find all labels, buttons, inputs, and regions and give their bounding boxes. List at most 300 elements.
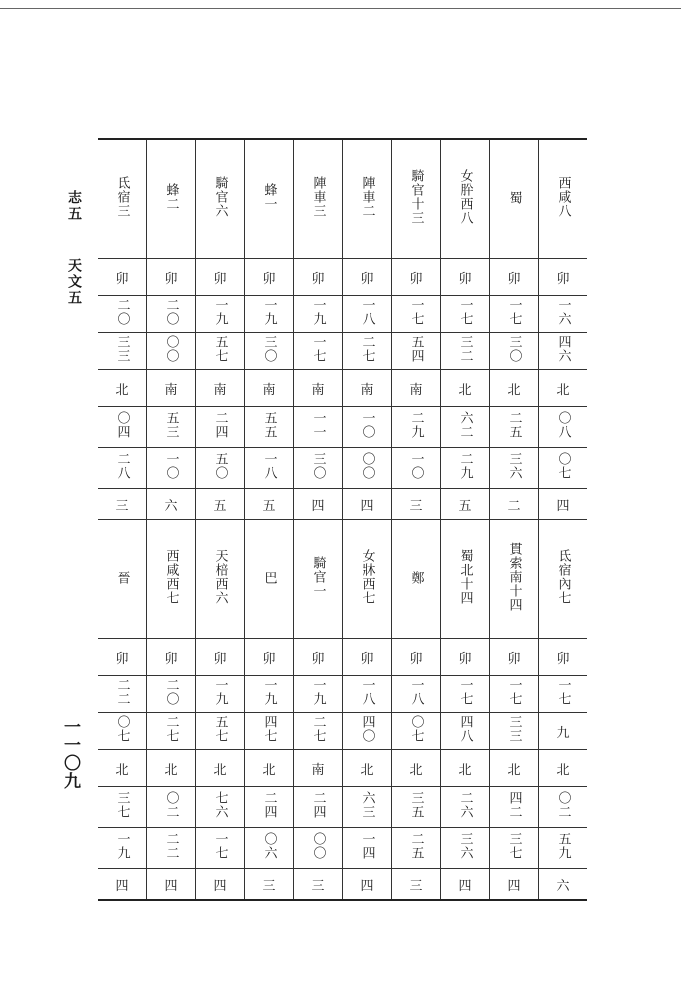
table-cell bbox=[294, 520, 343, 639]
cell-text: 〇〇 bbox=[163, 335, 179, 363]
table-cell bbox=[343, 139, 392, 259]
table-cell bbox=[441, 713, 490, 750]
cell-text: 北 bbox=[164, 762, 178, 778]
table-cell bbox=[98, 713, 147, 750]
table-cell bbox=[245, 520, 294, 639]
cell-text: 五七 bbox=[212, 715, 228, 743]
table-cell bbox=[294, 787, 343, 828]
table-cell bbox=[392, 639, 441, 676]
table-cell bbox=[294, 750, 343, 787]
table-cell bbox=[245, 787, 294, 828]
table-cell bbox=[441, 676, 490, 713]
table-row bbox=[98, 750, 587, 787]
cell-text: 四 bbox=[164, 878, 178, 894]
table-cell bbox=[294, 296, 343, 333]
cell-text: 一一 bbox=[310, 411, 326, 439]
cell-text: 天棓西六 bbox=[212, 549, 228, 605]
table-row bbox=[98, 259, 587, 296]
table-cell bbox=[196, 676, 245, 713]
table-cell bbox=[245, 869, 294, 901]
table-cell bbox=[441, 489, 490, 520]
table-cell bbox=[196, 828, 245, 869]
star-observation-table bbox=[98, 138, 587, 901]
table-cell bbox=[196, 869, 245, 901]
table-cell bbox=[490, 259, 539, 296]
cell-text: 晉 bbox=[114, 570, 130, 585]
cell-text: 卯 bbox=[311, 271, 325, 287]
table-cell bbox=[343, 448, 392, 489]
cell-text: 二〇 bbox=[163, 298, 179, 326]
cell-text: 六三 bbox=[359, 791, 375, 819]
table-cell bbox=[147, 407, 196, 448]
cell-text: 二 bbox=[507, 498, 521, 514]
table-cell bbox=[343, 713, 392, 750]
table-cell bbox=[343, 333, 392, 370]
cell-text: 三 bbox=[115, 498, 129, 514]
cell-text: 二〇 bbox=[114, 298, 130, 326]
cell-text: 蜀 bbox=[506, 190, 522, 205]
table-cell bbox=[98, 489, 147, 520]
table-cell bbox=[245, 489, 294, 520]
cell-text: 〇二 bbox=[555, 791, 571, 819]
margin-subtitle: 天文五 bbox=[66, 258, 82, 306]
table-cell bbox=[98, 259, 147, 296]
cell-text: 三 bbox=[311, 878, 325, 894]
cell-text: 卯 bbox=[164, 651, 178, 667]
cell-text: 四 bbox=[507, 878, 521, 894]
table-cell bbox=[392, 713, 441, 750]
cell-text: 一〇 bbox=[359, 411, 375, 439]
table-cell bbox=[539, 448, 588, 489]
table-cell bbox=[196, 333, 245, 370]
cell-text: 四二 bbox=[506, 791, 522, 819]
cell-text: 蜂二 bbox=[163, 183, 179, 211]
table-cell bbox=[343, 259, 392, 296]
table-cell bbox=[490, 370, 539, 407]
cell-text: 騎官一 bbox=[310, 556, 326, 598]
cell-text: 南 bbox=[213, 382, 227, 398]
table-cell bbox=[490, 713, 539, 750]
cell-text: 北 bbox=[213, 762, 227, 778]
table-cell bbox=[196, 520, 245, 639]
table-cell bbox=[539, 489, 588, 520]
cell-text: 卯 bbox=[409, 271, 423, 287]
cell-text: 六二 bbox=[457, 411, 473, 439]
cell-text: 陣車三 bbox=[310, 176, 326, 218]
cell-text: 卯 bbox=[164, 271, 178, 287]
cell-text: 九 bbox=[556, 725, 570, 741]
table-cell bbox=[441, 639, 490, 676]
table-cell bbox=[98, 676, 147, 713]
table-cell bbox=[196, 787, 245, 828]
cell-text: 騎官六 bbox=[212, 176, 228, 218]
cell-text: 一七 bbox=[408, 298, 424, 326]
table-cell bbox=[147, 639, 196, 676]
table-row bbox=[98, 713, 587, 750]
table-cell bbox=[147, 333, 196, 370]
cell-text: 一九 bbox=[212, 678, 228, 706]
cell-text: 卯 bbox=[360, 651, 374, 667]
cell-text: 一〇 bbox=[163, 452, 179, 480]
table-cell bbox=[147, 370, 196, 407]
table-cell bbox=[245, 259, 294, 296]
table-cell bbox=[343, 787, 392, 828]
table-cell bbox=[343, 370, 392, 407]
table-cell bbox=[98, 370, 147, 407]
table-cell bbox=[196, 296, 245, 333]
table-cell bbox=[147, 520, 196, 639]
cell-text: 二九 bbox=[457, 452, 473, 480]
table-cell bbox=[98, 520, 147, 639]
table-cell bbox=[147, 448, 196, 489]
table-cell bbox=[490, 750, 539, 787]
cell-text: 一七 bbox=[555, 678, 571, 706]
table-cell bbox=[490, 828, 539, 869]
cell-text: 六 bbox=[556, 878, 570, 894]
table-cell bbox=[147, 676, 196, 713]
cell-text: 三三 bbox=[114, 335, 130, 363]
cell-text: 一八 bbox=[408, 678, 424, 706]
cell-text: 卯 bbox=[360, 271, 374, 287]
cell-text: 〇七 bbox=[114, 715, 130, 743]
table-row bbox=[98, 520, 587, 639]
table-cell bbox=[490, 489, 539, 520]
table-cell bbox=[392, 828, 441, 869]
table-cell bbox=[294, 259, 343, 296]
table-row bbox=[98, 139, 587, 259]
table-cell bbox=[343, 750, 392, 787]
cell-text: 陣車二 bbox=[359, 176, 375, 218]
table-cell bbox=[539, 139, 588, 259]
table-cell bbox=[98, 639, 147, 676]
table-cell bbox=[245, 828, 294, 869]
cell-text: 女牀西七 bbox=[359, 549, 375, 605]
table-cell bbox=[196, 639, 245, 676]
table-cell bbox=[294, 639, 343, 676]
cell-text: 〇八 bbox=[555, 411, 571, 439]
table-row bbox=[98, 828, 587, 869]
table-cell bbox=[294, 448, 343, 489]
table-cell bbox=[490, 407, 539, 448]
table-cell bbox=[539, 296, 588, 333]
cell-text: 蜂一 bbox=[261, 183, 277, 211]
cell-text: 五三 bbox=[163, 411, 179, 439]
cell-text: 卯 bbox=[262, 651, 276, 667]
cell-text: 一九 bbox=[261, 298, 277, 326]
table-cell bbox=[539, 713, 588, 750]
table-cell bbox=[245, 448, 294, 489]
cell-text: 四 bbox=[213, 878, 227, 894]
cell-text: 四〇 bbox=[359, 715, 375, 743]
table-cell bbox=[98, 750, 147, 787]
table-cell bbox=[245, 296, 294, 333]
table-cell bbox=[441, 869, 490, 901]
table-cell bbox=[98, 828, 147, 869]
table-cell bbox=[392, 489, 441, 520]
table-cell bbox=[147, 750, 196, 787]
cell-text: 三三 bbox=[506, 715, 522, 743]
cell-text: 三六 bbox=[506, 452, 522, 480]
cell-text: 〇四 bbox=[114, 411, 130, 439]
table-cell bbox=[441, 259, 490, 296]
cell-text: 二二 bbox=[163, 832, 179, 860]
table-cell bbox=[343, 676, 392, 713]
cell-text: 二五 bbox=[408, 832, 424, 860]
cell-text: 蜀北十四 bbox=[457, 549, 473, 605]
table-cell bbox=[441, 787, 490, 828]
cell-text: 二四 bbox=[212, 411, 228, 439]
table-cell bbox=[392, 407, 441, 448]
table-cell bbox=[98, 869, 147, 901]
cell-text: 一六 bbox=[555, 298, 571, 326]
cell-text: 氐宿內七 bbox=[555, 549, 571, 605]
table-cell bbox=[343, 520, 392, 639]
cell-text: 二四 bbox=[310, 791, 326, 819]
cell-text: 一七 bbox=[310, 335, 326, 363]
table-cell bbox=[392, 869, 441, 901]
cell-text: 五九 bbox=[555, 832, 571, 860]
cell-text: 卯 bbox=[311, 651, 325, 667]
cell-text: 四七 bbox=[261, 715, 277, 743]
table-cell bbox=[392, 333, 441, 370]
cell-text: 卯 bbox=[213, 651, 227, 667]
table-row bbox=[98, 869, 587, 901]
table-cell bbox=[392, 676, 441, 713]
page-top-rule bbox=[0, 8, 681, 9]
table-cell bbox=[343, 489, 392, 520]
cell-text: 一九 bbox=[212, 298, 228, 326]
cell-text: 卯 bbox=[556, 651, 570, 667]
table-cell bbox=[245, 370, 294, 407]
cell-text: 三〇 bbox=[310, 452, 326, 480]
cell-text: 二八 bbox=[114, 452, 130, 480]
cell-text: 北 bbox=[409, 762, 423, 778]
table-cell bbox=[245, 750, 294, 787]
cell-text: 四 bbox=[458, 878, 472, 894]
table-cell bbox=[441, 370, 490, 407]
cell-text: 卯 bbox=[115, 271, 129, 287]
table-cell bbox=[343, 828, 392, 869]
table-cell bbox=[441, 448, 490, 489]
cell-text: 三六 bbox=[457, 832, 473, 860]
cell-text: 北 bbox=[507, 382, 521, 398]
table-cell bbox=[147, 713, 196, 750]
table-row bbox=[98, 639, 587, 676]
cell-text: 一九 bbox=[310, 678, 326, 706]
table-cell bbox=[245, 407, 294, 448]
cell-text: 二五 bbox=[506, 411, 522, 439]
table-cell bbox=[196, 489, 245, 520]
cell-text: 三 bbox=[262, 878, 276, 894]
table-cell bbox=[539, 333, 588, 370]
table-cell bbox=[539, 676, 588, 713]
table-cell bbox=[98, 448, 147, 489]
table-cell bbox=[245, 139, 294, 259]
cell-text: 七六 bbox=[212, 791, 228, 819]
table-cell bbox=[196, 713, 245, 750]
cell-text: 南 bbox=[164, 382, 178, 398]
table-cell bbox=[147, 869, 196, 901]
table-cell bbox=[392, 750, 441, 787]
table-cell bbox=[539, 259, 588, 296]
table-cell bbox=[294, 139, 343, 259]
cell-text: 南 bbox=[262, 382, 276, 398]
table-cell bbox=[196, 139, 245, 259]
cell-text: 北 bbox=[458, 762, 472, 778]
table-cell bbox=[98, 333, 147, 370]
cell-text: 〇七 bbox=[408, 715, 424, 743]
table-cell bbox=[441, 520, 490, 639]
table-cell bbox=[392, 787, 441, 828]
table-row bbox=[98, 448, 587, 489]
table-cell bbox=[490, 676, 539, 713]
cell-text: 南 bbox=[360, 382, 374, 398]
cell-text: 五 bbox=[213, 498, 227, 514]
table-cell bbox=[294, 333, 343, 370]
table-cell bbox=[294, 370, 343, 407]
table-cell bbox=[98, 787, 147, 828]
cell-text: 西咸八 bbox=[555, 176, 571, 218]
cell-text: 三七 bbox=[114, 791, 130, 819]
table-cell bbox=[539, 639, 588, 676]
table-cell bbox=[147, 489, 196, 520]
table-cell bbox=[441, 333, 490, 370]
cell-text: 卯 bbox=[458, 271, 472, 287]
table-row bbox=[98, 333, 587, 370]
cell-text: 二七 bbox=[359, 335, 375, 363]
cell-text: 二七 bbox=[163, 715, 179, 743]
table-cell bbox=[98, 407, 147, 448]
cell-text: 一七 bbox=[457, 298, 473, 326]
cell-text: 三 bbox=[409, 878, 423, 894]
cell-text: 北 bbox=[262, 762, 276, 778]
table-cell bbox=[294, 713, 343, 750]
cell-text: 〇六 bbox=[261, 832, 277, 860]
table-cell bbox=[98, 139, 147, 259]
table-cell bbox=[490, 139, 539, 259]
cell-text: 一九 bbox=[114, 832, 130, 860]
table-row bbox=[98, 489, 587, 520]
cell-text: 四 bbox=[115, 878, 129, 894]
cell-text: 一七 bbox=[506, 678, 522, 706]
table-cell bbox=[539, 370, 588, 407]
table-cell bbox=[196, 448, 245, 489]
cell-text: 三二 bbox=[457, 335, 473, 363]
table-cell bbox=[392, 520, 441, 639]
table-cell bbox=[490, 333, 539, 370]
table-cell bbox=[245, 639, 294, 676]
table-cell bbox=[147, 828, 196, 869]
cell-text: 三七 bbox=[506, 832, 522, 860]
cell-text: 五〇 bbox=[212, 452, 228, 480]
table-cell bbox=[539, 828, 588, 869]
cell-text: 四六 bbox=[555, 335, 571, 363]
table-cell bbox=[343, 296, 392, 333]
cell-text: 六 bbox=[164, 498, 178, 514]
cell-text: 鄭 bbox=[408, 570, 424, 585]
table-cell bbox=[441, 828, 490, 869]
cell-text: 氐宿三 bbox=[114, 176, 130, 218]
cell-text: 〇七 bbox=[555, 452, 571, 480]
table-cell bbox=[392, 259, 441, 296]
cell-text: 五七 bbox=[212, 335, 228, 363]
table-row bbox=[98, 407, 587, 448]
table-cell bbox=[294, 869, 343, 901]
cell-text: 〇二 bbox=[163, 791, 179, 819]
cell-text: 五 bbox=[262, 498, 276, 514]
table-cell bbox=[147, 259, 196, 296]
cell-text: 巴 bbox=[261, 570, 277, 585]
cell-text: 四 bbox=[311, 498, 325, 514]
cell-text: 貫索南十四 bbox=[506, 542, 522, 612]
cell-text: 〇〇 bbox=[359, 452, 375, 480]
table-cell bbox=[539, 520, 588, 639]
table-cell bbox=[294, 676, 343, 713]
cell-text: 五 bbox=[458, 498, 472, 514]
cell-text: 卯 bbox=[409, 651, 423, 667]
table-cell bbox=[490, 520, 539, 639]
cell-text: 一九 bbox=[261, 678, 277, 706]
table-cell bbox=[539, 787, 588, 828]
cell-text: 二〇 bbox=[163, 678, 179, 706]
table-cell bbox=[441, 750, 490, 787]
table-cell bbox=[343, 639, 392, 676]
cell-text: 五四 bbox=[408, 335, 424, 363]
cell-text: 卯 bbox=[458, 651, 472, 667]
table-cell bbox=[490, 639, 539, 676]
cell-text: 北 bbox=[556, 382, 570, 398]
table-row bbox=[98, 370, 587, 407]
cell-text: 三 bbox=[409, 498, 423, 514]
table-cell bbox=[539, 750, 588, 787]
table-cell bbox=[392, 370, 441, 407]
cell-text: 二二 bbox=[114, 678, 130, 706]
cell-text: 二六 bbox=[457, 791, 473, 819]
cell-text: 南 bbox=[409, 382, 423, 398]
cell-text: 〇〇 bbox=[310, 832, 326, 860]
table-cell bbox=[490, 869, 539, 901]
cell-text: 二七 bbox=[310, 715, 326, 743]
cell-text: 一四 bbox=[359, 832, 375, 860]
cell-text: 南 bbox=[311, 762, 325, 778]
cell-text: 一八 bbox=[359, 298, 375, 326]
table-row bbox=[98, 787, 587, 828]
cell-text: 騎官十三 bbox=[408, 169, 424, 225]
cell-text: 四 bbox=[360, 878, 374, 894]
cell-text: 二四 bbox=[261, 791, 277, 819]
table-cell bbox=[490, 787, 539, 828]
cell-text: 卯 bbox=[556, 271, 570, 287]
table-cell bbox=[196, 407, 245, 448]
cell-text: 四八 bbox=[457, 715, 473, 743]
table-cell bbox=[490, 296, 539, 333]
cell-text: 一七 bbox=[506, 298, 522, 326]
cell-text: 三五 bbox=[408, 791, 424, 819]
cell-text: 五五 bbox=[261, 411, 277, 439]
table-cell bbox=[196, 259, 245, 296]
cell-text: 一八 bbox=[261, 452, 277, 480]
cell-text: 卯 bbox=[507, 651, 521, 667]
cell-text: 卯 bbox=[213, 271, 227, 287]
table-cell bbox=[98, 296, 147, 333]
table-cell bbox=[539, 407, 588, 448]
cell-text: 一〇 bbox=[408, 452, 424, 480]
cell-text: 北 bbox=[115, 762, 129, 778]
table-cell bbox=[245, 676, 294, 713]
table-cell bbox=[245, 713, 294, 750]
table-row bbox=[98, 296, 587, 333]
cell-text: 南 bbox=[311, 382, 325, 398]
